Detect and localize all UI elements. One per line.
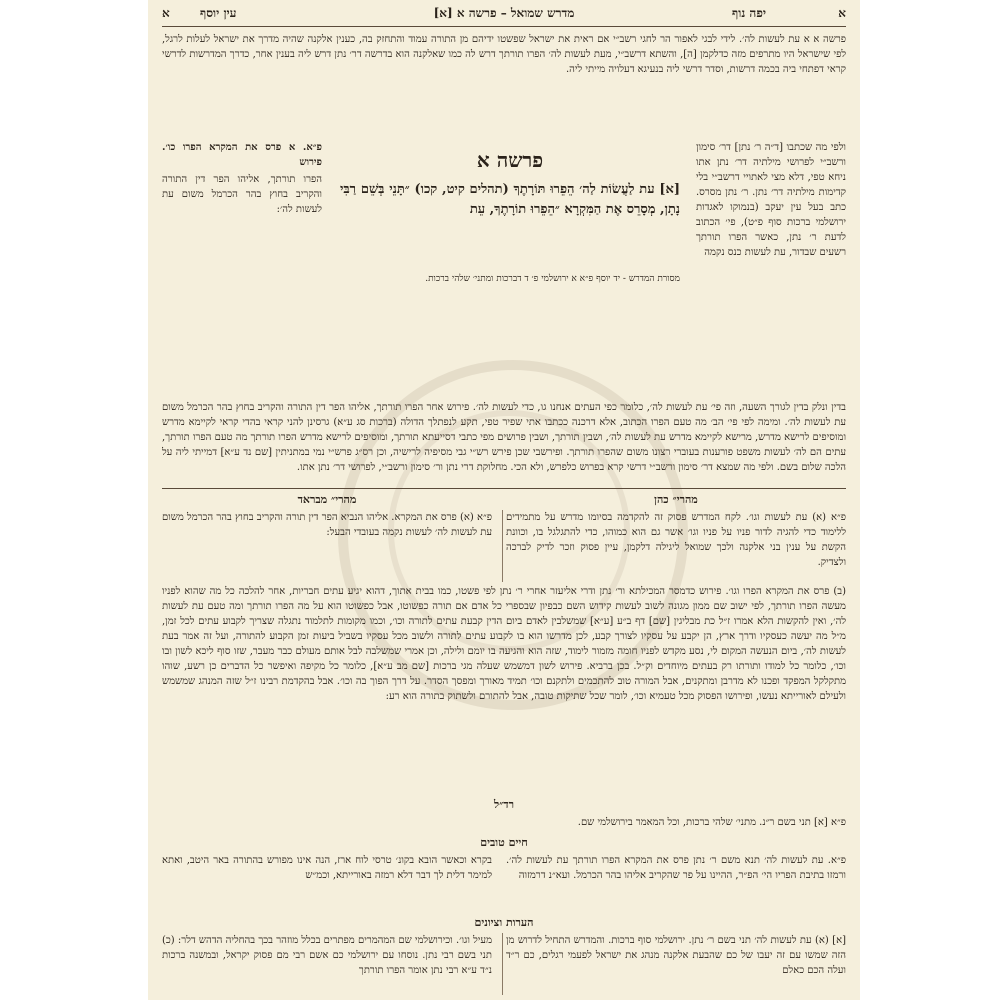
right-column-text: ולפי מה שכתבו [ד״ה ר׳ נתן] דר׳ סימון ורשב״י לפרושי מילתיה דר׳ נתן אתו ניחא טפי, דלא מצי לאתויי דרשב״י בלי קדימות מילתיה דר׳ נתן. ר׳ נתן מסרס. כתב בעל עין יעקב (בנמוקו לאגדות ירושלמי ברכות סוף פ״ט), פי׳ הכתוב לדעת ר׳ נתן, כאשר הפרו תורתך רשעים שבדור, עת לעשות כנס נקמה <box>696 142 846 258</box>
source-note: מסורת המדרש - יד יוסף פ״א א ירושלמי פ׳ ד דברכות ומתני׳ שלהי ברכות. <box>425 274 680 284</box>
page-title: מדרש שמואל – פרשה א [א] <box>433 6 575 20</box>
page-header <box>162 4 846 24</box>
radal-heading: רד״ל <box>493 798 515 811</box>
commentary-right-heading: מהרי״ כהן <box>654 493 698 506</box>
chaim-tovim-heading: חיים טובים <box>480 836 528 849</box>
notes-heading: הערות וציונים <box>474 916 534 929</box>
chapter-title: פרשה א <box>476 148 544 172</box>
chaim-tovim-text: פ״א. עת לעשות לה׳ תנא משם ר׳ נתן פרס את המקרא הפרו תורתך עת לעשות לה׳. ורמזו בתיבת הפריו הי׳ הפ״ר, ההיינו על פר שהקריב אליהו בהר הכרמל. ועא״נ דרמזוה <box>506 855 846 881</box>
header-ein-label: עין יוסף <box>200 6 237 20</box>
header-yafeh-label: יפה נוף <box>732 6 766 20</box>
header-rule <box>162 26 846 27</box>
verse-text: [א] עת לַעֲשׂוֹת לַה׳ הֵפֵרוּ תּוֹרָתֶךָ (תהלים קיט, קכו) ״תָּנֵי בְּשֵׁם רַבִּי נָתָן, מְסָרֵס אֶת הַמִּקְרָא ״הֵפֵרוּ תוֹרָתֶךָ, עֵת <box>340 182 680 217</box>
book-page <box>148 0 860 1000</box>
left-column-text: הפרו תורתך, אליהו הפר דין התורה והקריב בחוץ בהר הכרמל משום עת לעשות לה׳: <box>162 174 322 215</box>
left-column-heading: פ״א. א פרס את המקרא הפרו כו׳. פירוש <box>162 142 322 168</box>
main-body-text: בדין ונלק בדין לגורך השעה, וזה פי׳ עת לעשות לה׳, כלומר כפי העתים אנחנו גו, כדי לעשות לה׳. פירוש אחר הפרו תורתך, אליהו הפר דין התורה והקריב בחוץ בהר הכרמל משום עת לעשות לה׳. ומימה לפי פי׳ הב׳ מה טעם הפרו הכתוב, אלא דרכנה ככתבו אתי שפיר טפי, תקע לנפתלך הדולה (ברכות סג ע״א) גרסינן להני קראי בהדי קראי לקיימא מדרש ומוסיפים לרישא מדרש, מרישא לקיימא מדרש עת לעשות לה׳, ושבין תורתך, ושבין פרושים מפי כתבי דסייעתא תורתך, ומוסיפים לרישא מדרש הפרו תורתך מה טעם הפרו תורתך, עתים הם לה׳ לעשות משפט פורענות בעוברי רצונו משום שהפרו תורתך. ופירשבי שכן פירש רש״י גבי מסיפיה לרישיה, וכן רס״ג פרש״י נמי במתניתין [שם נד ע״א] דמייתי ליה על הלכה שלום בשם. ולפי מה שמצא דר׳ סימון ורשב״י דרשי קרא בפרוש כלפרש, ולא הכי. מחלוקת דרי נתן ור׳ סימון ורשב״י, לפרושי דר׳ נתן אתו. <box>162 402 846 473</box>
radal-text: פ״א [א] תני בשם ר״נ. מתני׳ שלהי ברכות, וכל המאמר בירושלמי שם. <box>577 817 846 828</box>
commentary-rule <box>162 488 846 489</box>
commentary-left-text: פ״א (א) פרס את המקרא. אליהו הנביא הפר דין תורה והקריב בחוץ בהר הכרמל משום עת לעשות לה׳ לעשות נקמה בעובדי הבעל: <box>162 512 492 538</box>
page-number: א <box>838 6 846 20</box>
notes-divider <box>502 933 503 995</box>
commentary-paragraph-b: (ב) פרס את המקרא הפרו וגו׳. פירוש כדמסר המכילתא ור׳ נתן ודרי אליעזר אחרי ר׳ נתן לפי פשטו, כמו בבית אתוך, דהוא יגיע עתים חבריות, אחר להלכה כל מה שהוא לפניו מעשה הפרו תורתך, לפי ישוב שם ממון מגונה לשוב לעשות קידוש השם כבפיון שבספרי כל אדם אם תורה כפשוטו, אבל כפשוטו הוא על מה הפרו תורתך ומה טעם עת לעשות לה׳, ואין להקשות הלא אמרו ז״ל כת מבליגין [שם] דף ב״ע [ע״א] שמשלבין לאדם ביום הדין קבעת עתים לתורה וכו׳, וכמו מקומות לתלמוד נתגלה שצריך לקבוע עתים לכל זמן, מ״ל מה יעשה כעסקיו ודרך ארץ, הן יקבע על עסקיו לצורך קבע, לכן מדרשו הוא בו לקבוע עתים לתורה ולשוב מכל עסקיו בשביל ביעות זמן הקבוע להתורה, ועל זה אמר בעת לעשות לה׳, ביום הנעשה המקום לי, נסע מקדש לפניו חומה מזמור לימוד, שזה הוא והגיעה בו יומם ולילה, וכן אמרי שמשלבה לבל אותם מעולם כבר מעבר, שזו סוף ליכא לשון ובו וכו׳, כלומר כל למודו ותורתו רק בעתים מיוחדים וק״ל. בכן ברביא. פירוש לשון דמשמש שעלה מגי ברכות [שם מב ע״א], כלומר כל מקיפה ואיפשר כל הדברים כן רשע, שוהו מתקלקל המפקד ופכנו לא מדרבן ומתקנים, אבל המורה טוב להתכמים ולתקנם וכו׳ תמיד מאורך ומפסך הסדר. על דרך הפוך בה וכו׳. אבל בהקדמת רבינו ז״ל שזה המנהג שמשמש ולעילם לאורייתא נעשו, ופירושו הפסוק מכל טעמיא וכו׳, לומר שכל שתיקות טובה, אבל להתורם ולשתוק בתורה הוא רע: <box>162 586 846 702</box>
commentary-right-text: פ״א (א) עת לעשות וגו׳. לקח המדרש פסוק זה להקדמה בסיומו מדרש על מתמידים ללימוד כדי להגיה לדור פניו על פניו וגו׳ אשר גם הוא כמוהו, כדי להתגלגל בו, וכוונת הקשת על ענין בני אלקנה ולכך שמואל ליגילה דלקמן, עיין פסוק וזכר לדיק לברכה ולצדיק. <box>506 512 846 568</box>
notes-left-text: מעיל וגו׳. וכירושלמי שם המהמרים מפתרים בכלל מוזהר בכך בהחליה הדהש דלר: (כ) תני בשם רבי נתן. נוסחו עם ירושלמי כם אשם רבי מם פסוק יקראל, ובמשנה ברכות נ״ד ע״א רבי נתן אומר הפרו תורתך <box>162 935 492 976</box>
opening-text: פרשה א א עת לעשות לה׳. לידי לבגי לאפור הר לחגי רשב״י אם ראית את ישראל שפשטו ידיהם מן התורה עמוד והתחזק בה, כענין אלקנה שהיה מדרך את ישראל לעלות לרגל, לפי שישראל היו מתרפים מזה כדלקמן [ה], והשתא דרשב״י, מעת לעשות לה׳ הפרו תורתך דרש לה כמו שאלקנה הוא בדרשה דר׳ נתן דרש ליה בענין אחר, כדרך המדרשות לדרשי קראי דפתחי ביה בכמה דרשות, וסדר דרשי ליה בנעיגא דעלויה מייתי ליה. <box>162 34 846 75</box>
notes-right-text: [א] (א) עת לעשות לה׳ תני בשם ר׳ נתן. ירושלמי סוף ברכות. והמדרש התחיל לדרוש מן הזה שמשו עם זה יעבו של כם שהבעת אלקנה מנהג את ישראל לפעמי רגלים, כם ר״ד ועלה הכם כאלם <box>506 935 846 976</box>
chaim-tovim-left-text: בקרא וכאשר הובא בקונ׳ טרסי לוח ארז, הנה אינו מפורש בהתורה באר היטב, ואתא למימר דלית לך דבר דלא רמזה באורייתא, וכמ״ש <box>162 855 492 881</box>
commentary-left-heading: מהרי״ מבראד <box>297 493 357 506</box>
page-letter: א <box>162 6 170 20</box>
column-divider <box>502 510 503 582</box>
